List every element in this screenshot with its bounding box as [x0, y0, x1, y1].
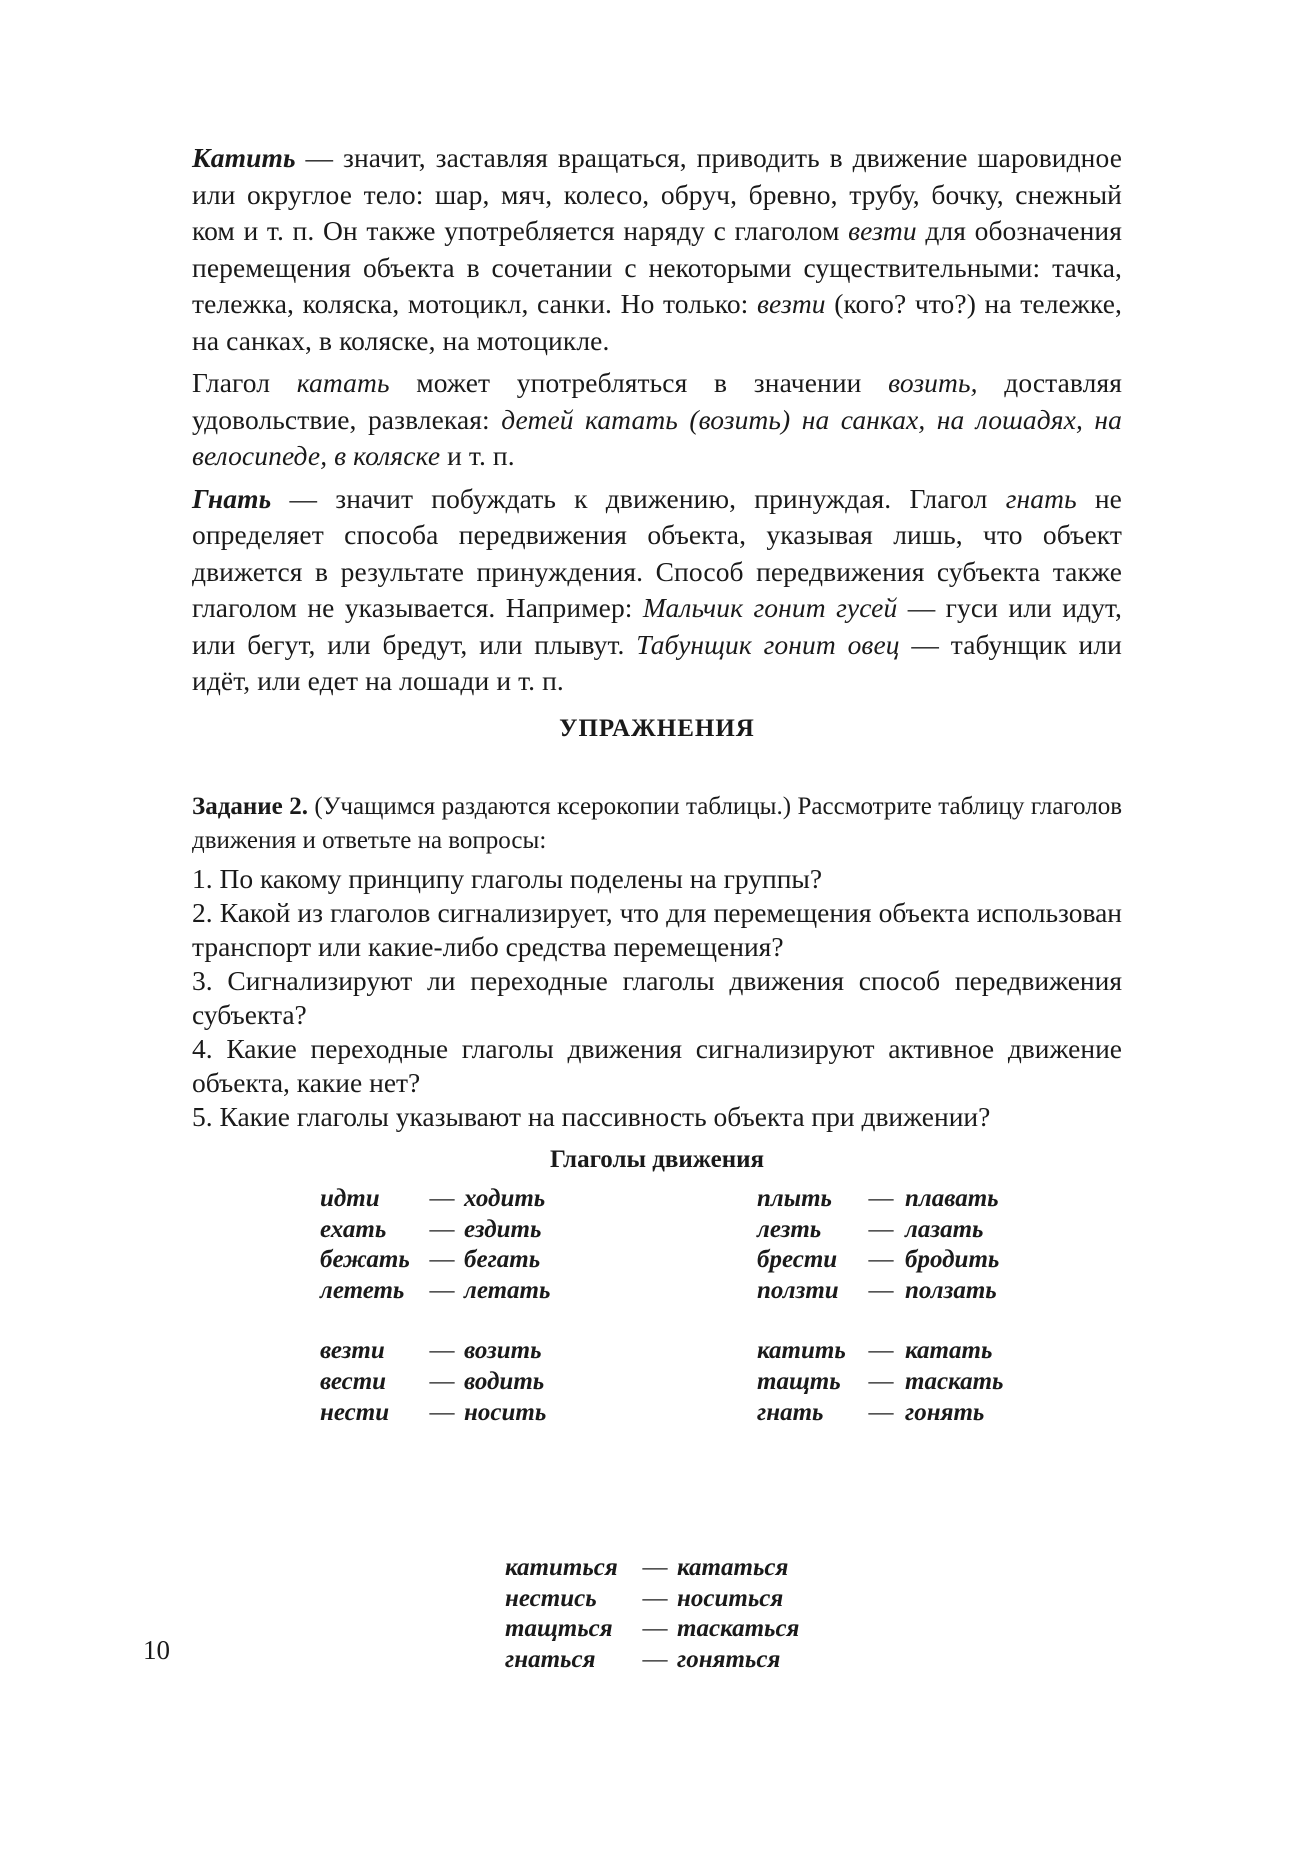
verb-pair: нестись — носиться — [505, 1584, 784, 1612]
verbs-right-column — [757, 1184, 1003, 1428]
question-item: 4. Какие переходные глаголы движения сигнализируют активное движение объекта, какие нет? — [192, 1033, 1122, 1098]
page-number: 10 — [143, 1635, 170, 1665]
verb-pair: катиться — кататься — [505, 1554, 789, 1581]
verbs-left-column — [320, 1184, 550, 1428]
verb-pair: бежать — бегать — [320, 1246, 541, 1274]
paragraph-gnat: Гнать — значит побуждать к движению, принуждая. Глагол гнать не определяет способа передвижения объекта, указывая лишь, что объект движется в результате принуждения. Способ передвижения субъекта также глаголом не указывается. Например: Мальчик гонит гусей — гуси или идут, или бегут, или бредут, или плывут. Табунщик гонит овец — табунщик или идёт, или едет на лошади и т. п. — [192, 482, 1123, 696]
section-title-exercises: УПРАЖНЕНИЯ — [559, 715, 755, 742]
page-body — [192, 140, 1123, 1673]
verb-pair: катить — катать — [757, 1337, 993, 1365]
verb-pair: брести — бродить — [757, 1246, 1000, 1274]
question-item: 1. По какому принципу глаголы поделены на группы? — [192, 863, 823, 894]
task-label: Задание 2. — [192, 793, 308, 820]
question-item: 2. Какой из глаголов сигнализирует, что для перемещения объекта использован транспорт или какие-либо средства перемещения? — [192, 897, 1122, 962]
question-item: 3. Сигнализируют ли переходные глаголы движения способ передвижения субъекта? — [192, 965, 1122, 1030]
verbs-reflexive-column — [505, 1553, 799, 1675]
verb-pair: тащть — таскать — [757, 1367, 1004, 1395]
verb-pair: идти — ходить — [320, 1185, 546, 1212]
term-gnat: Гнать — [192, 482, 272, 514]
task-text: (Учащимся раздаются ксерокопии таблицы.) Рассмотрите таблицу глаголов движения и ответьте на вопросы: — [192, 793, 1123, 854]
verb-pair: везти — возить — [320, 1337, 542, 1365]
term-katit: Катить — [192, 142, 296, 173]
verb-pair: тащться — таскаться — [505, 1615, 800, 1643]
verb-pair: гнаться — гоняться — [505, 1645, 781, 1673]
verb-pair: ползти — ползать — [757, 1276, 997, 1304]
paragraph-katat: Глагол катать может употребляться в значении возить, доставляя удовольствие, развлекая: детей катать (возить) на санках, на лошадях, на велосипеде, в коляске и т. п. — [192, 367, 1122, 471]
verb-pair: плыть — плавать — [757, 1185, 999, 1212]
verb-pair: вести — водить — [320, 1367, 545, 1395]
task-2 — [192, 790, 1122, 858]
verb-pair: лезть — лазать — [757, 1215, 984, 1243]
question-list — [192, 862, 1122, 1134]
paragraph-katit: Катить — значит, заставляя вращаться, приводить в движение шаровидное или округлое тело: шар, мяч, колесо, обруч, бревно, трубу, бочку, снежный ком и т. п. Он также употребляется наряду с глаголом везти для обозначения перемещения объекта в сочетании с некоторыми существительными: тачка, тележка, коляска, мотоцикл, санки. Но только: везти (кого? что?) на тележке, на санках, в коляске, на мотоцикле. — [192, 142, 1122, 356]
question-item: 5. Какие глаголы указывают на пассивность объекта при движении? — [192, 1101, 991, 1132]
verb-pair: гнать — гонять — [757, 1398, 985, 1426]
verb-pair: ехать — ездить — [320, 1215, 542, 1243]
verbs-table-title: Глаголы движения — [549, 1146, 765, 1173]
verb-pair: нести — носить — [320, 1398, 547, 1426]
verb-pair: лететь — летать — [320, 1276, 551, 1304]
